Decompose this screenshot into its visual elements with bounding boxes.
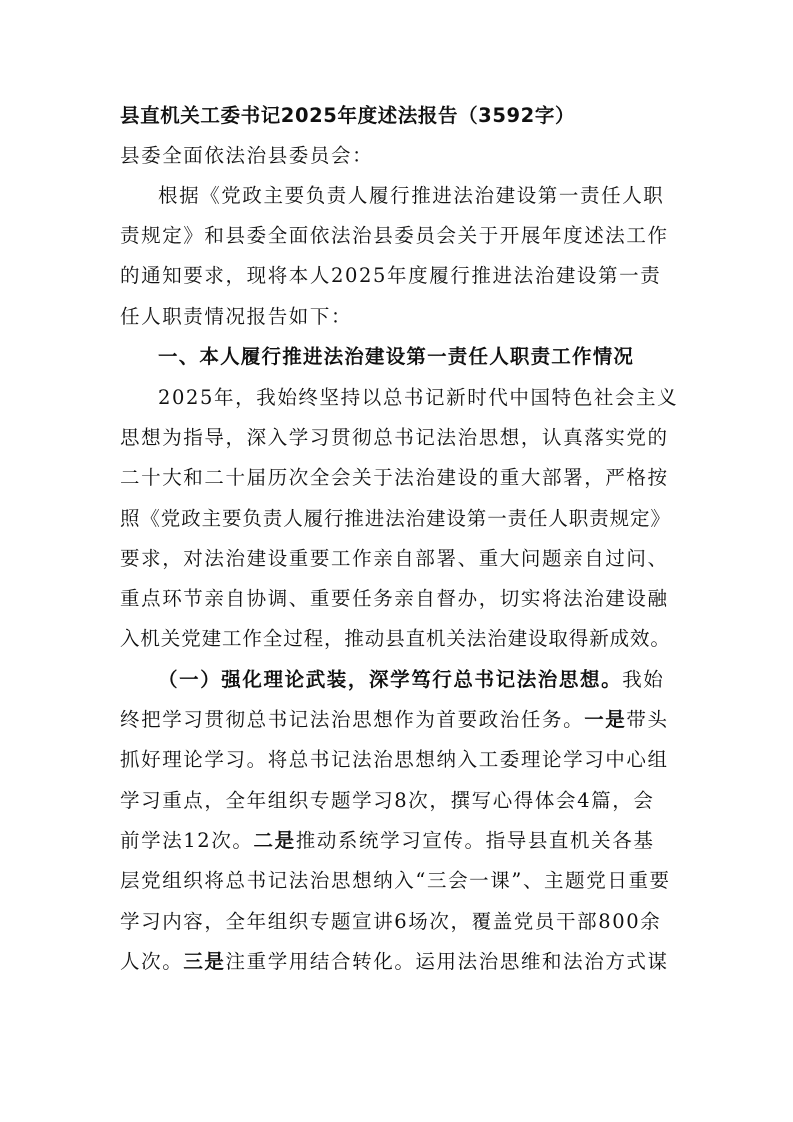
point-lead: 三是 [183,950,226,973]
body-text: 前学法12次。 [120,829,254,852]
body-text: 带头 [626,708,669,731]
body-line: 2025年，我始终坚持以总书记新时代中国特色社会主义 [158,386,679,409]
salutation: 县委全面依法治县委员会： [120,144,374,167]
body-line: 照《党政主要负责人履行推进法治建设第一责任人职责规定》 [120,507,671,530]
body-line: 入机关党建工作全过程，推动县直机关法治建设取得新成效。 [120,627,671,650]
body-line: 层党组织将总书记法治思想纳入“三会一课”、主题党日重要 [120,869,671,892]
body-line [120,707,669,733]
intro-line: 的通知要求，现将本人2025年度履行推进法治建设第一责 [120,264,662,287]
section-heading: 一、本人履行推进法治建设第一责任人职责工作情况 [158,345,635,368]
body-line: 要求，对法治建设重要工作亲自部署、重大问题亲自过问、 [120,547,669,570]
body-text: 推动系统学习宣传。指导县直机关各基 [295,829,655,852]
body-line: 二十大和二十届历次全会关于法治建设的重大部署，严格按 [120,466,669,489]
body-line [120,949,669,975]
body-text: 注重学用结合转化。运用法治思维和法治方式谋 [225,950,669,973]
point-lead: 二是 [253,829,296,852]
body-line: 学习重点，全年组织专题学习8次，撰写心得体会4篇，会 [120,789,655,812]
body-line [120,828,654,854]
body-line: 重点环节亲自协调、重要任务亲自督办，切实将法治建设融 [120,587,669,610]
intro-line: 任人职责情况报告如下： [120,305,353,328]
body-line: 思想为指导，深入学习贯彻总书记法治思想，认真落实党的 [120,426,669,449]
intro-line: 责规定》和县委全面依法治县委员会关于开展年度述法工作 [120,224,669,247]
body-line: 学习内容，全年组织专题宣讲6场次，覆盖党员干部800余 [120,910,662,933]
point-lead: 一是 [584,708,627,731]
intro-line: 根据《党政主要负责人履行推进法治建设第一责任人职 [158,184,665,207]
subsection-line [158,667,664,693]
body-text: 终把学习贯彻总书记法治思想作为首要政治任务。 [120,708,585,731]
document-title: 县直机关工委书记2025年度述法报告（3592字） [120,104,576,127]
subsection-heading: （一）强化理论武装，深学笃行总书记法治思想。 [158,668,623,691]
body-text: 我始 [622,668,665,691]
body-text: 人次。 [120,950,184,973]
body-line: 抓好理论学习。将总书记法治思想纳入工委理论学习中心组 [120,748,669,771]
